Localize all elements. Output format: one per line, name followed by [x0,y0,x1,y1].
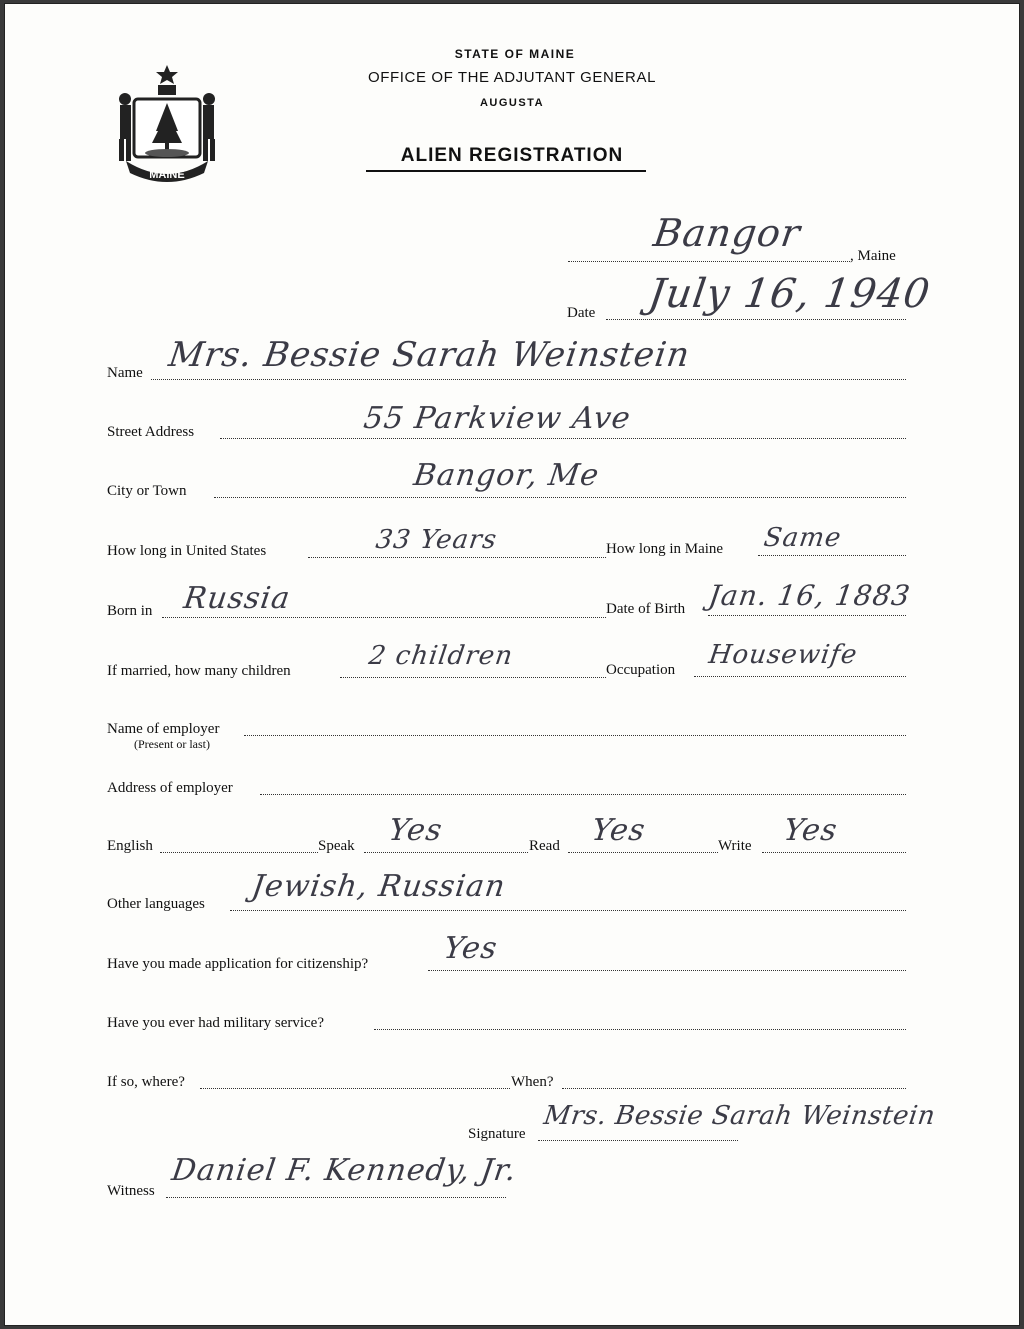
citizenship-line [428,970,906,971]
write-line [762,852,906,853]
state-heading: STATE OF MAINE [454,47,576,61]
occupation-value: Housewife [706,640,860,670]
title-underline [366,170,646,172]
english-line [160,852,318,853]
date-value: July 16, 1940 [645,271,934,317]
signature-line [538,1140,738,1141]
city-label: City or Town [107,483,187,499]
witness-line [166,1197,506,1198]
where-label: If so, where? [107,1074,185,1090]
employer-label: Name of employer [107,721,220,737]
speak-value: Yes [386,813,445,848]
us-value: 33 Years [373,525,500,555]
other-languages-label: Other languages [107,896,205,912]
date-label: Date [567,305,596,321]
write-value: Yes [781,813,840,848]
dob-value: Jan. 16, 1883 [706,579,913,612]
form-title: ALIEN REGISTRATION [400,145,624,166]
city-line [214,497,906,498]
office-heading: OFFICE OF THE ADJUTANT GENERAL [367,69,657,86]
city-value: Bangor, Me [411,458,602,493]
seal-text: MAINE [149,169,185,181]
witness-label: Witness [107,1183,155,1199]
english-label: English [107,838,153,854]
children-label: If married, how many children [107,663,291,679]
military-label: Have you ever had military service? [107,1015,324,1031]
occupation-line [694,676,906,677]
dob-line [708,615,906,616]
street-value: 55 Parkview Ave [361,401,634,436]
employer-address-line [260,794,906,795]
occupation-label: Occupation [606,662,676,678]
where-line [200,1088,510,1089]
children-line [340,677,606,678]
witness-value: Daniel F. Kennedy, Jr. [169,1153,520,1188]
dob-label: Date of Birth [606,601,686,617]
children-value: 2 children [366,641,516,671]
born-label: Born in [107,603,153,619]
maine-duration-label: How long in Maine [606,541,724,557]
name-line [151,379,906,380]
signature-label: Signature [468,1126,526,1142]
citizenship-value: Yes [441,931,500,966]
speak-line [364,852,528,853]
maine-label: , Maine [850,248,896,264]
other-languages-value: Jewish, Russian [249,869,508,904]
us-line [308,557,606,558]
us-label: How long in United States [107,543,267,559]
city-heading: AUGUSTA [479,97,545,109]
registration-form-page [4,3,1020,1326]
town-value: Bangor [650,211,804,255]
town-line [568,261,850,262]
maine-duration-line [758,555,906,556]
military-line [374,1029,906,1030]
name-label: Name [107,365,143,381]
read-label: Read [529,838,560,854]
date-line [606,319,906,320]
read-value: Yes [589,813,648,848]
born-value: Russia [181,581,293,616]
street-line [220,438,906,439]
employer-sublabel: (Present or last) [134,737,210,751]
born-line [162,617,606,618]
citizenship-label: Have you made application for citizenship? [107,956,369,972]
when-label: When? [511,1074,554,1090]
when-line [562,1088,906,1089]
name-value: Mrs. Bessie Sarah Weinstein [166,335,693,375]
street-label: Street Address [107,424,195,440]
maine-duration-value: Same [761,523,844,553]
employer-address-label: Address of employer [107,780,233,796]
other-languages-line [230,910,906,911]
speak-label: Speak [318,838,355,854]
write-label: Write [718,838,752,854]
employer-line [244,735,906,736]
read-line [568,852,718,853]
signature-value: Mrs. Bessie Sarah Weinstein [541,1101,938,1131]
